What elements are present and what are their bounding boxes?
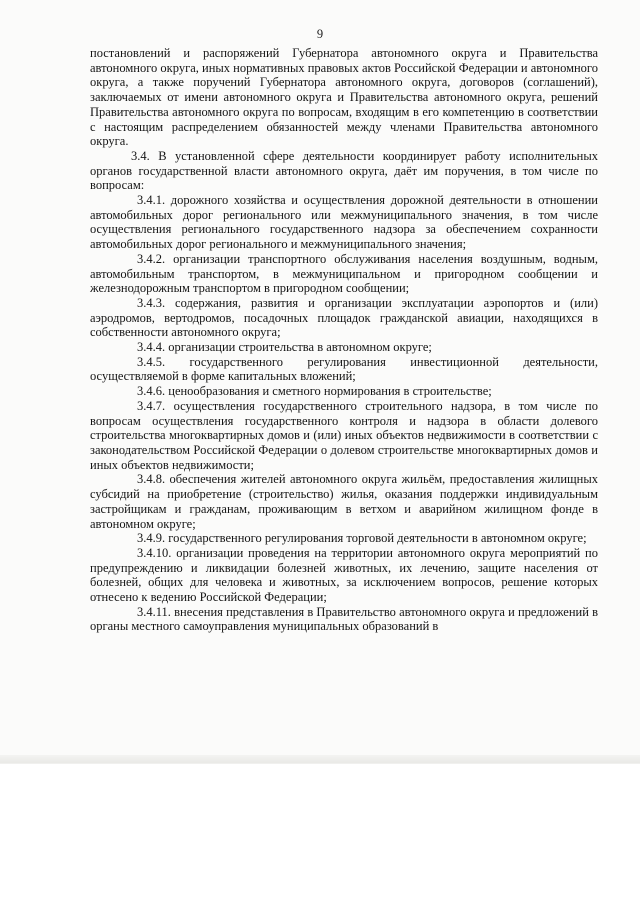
paragraph: постановлений и распоряжений Губернатора автономного округа и Правительства автономного округа, иных нормативных правовых актов Российской Федерации и автономного округа, а также поручений Губернатора автономного округа, договоров (соглашений), заключаемых от имени автономного округа и Правительства автономного округа, решений Правительства автономного округа по вопросам, входящим в его компетенцию в соответствии с настоящим распределением обязанностей между членами Правительства автономного округа. <box>90 46 598 149</box>
paragraph: 3.4.1. дорожного хозяйства и осуществления дорожной деятельности в отношении автомобильных дорог регионального или межмуниципального значения, в том числе осуществления регионального государственного надзора за обеспечением сохранности автомобильных дорог регионального и межмуниципального значения; <box>90 193 598 252</box>
page-bottom-edge <box>0 755 640 763</box>
paragraph: 3.4. В установленной сфере деятельности координирует работу исполнительных органов государственной власти автономного округа, даёт им поручения, в том числе по вопросам: <box>90 148 598 193</box>
paragraph: 3.4.6. ценообразования и сметного нормирования в строительстве; <box>137 384 492 399</box>
paragraph: 3.4.10. организации проведения на территории автономного округа мероприятий по предупреждению и ликвидации болезней животных, их лечению, защите населения от болезней, общих для человека и животных, за исключением вопросов, решение которых отнесено к ведению Российской Федерации; <box>90 545 598 605</box>
paragraph: 3.4.3. содержания, развития и организации эксплуатации аэропортов и (или) аэродромов, вертодромов, посадочных площадок гражданской авиации, находящихся в собственности автономного округа; <box>90 295 598 340</box>
paragraph: 3.4.2. организации транспортного обслуживания населения воздушным, водным, автомобильным транспортом, в межмуниципальном и пригородном сообщении и железнодорожным транспортом в пригородном сообщении; <box>90 251 598 296</box>
page-number: 9 <box>316 27 324 41</box>
paragraph: 3.4.4. организации строительства в автономном округе; <box>137 340 432 355</box>
paragraph: 3.4.8. обеспечения жителей автономного округа жильём, предоставления жилищных субсидий на приобретение (строительство) жилья, оказания поддержки индивидуальным застройщикам и гражданам, проживающим в ветхом и аварийном жилищном фонде в автономном округе; <box>90 472 598 531</box>
paragraph: 3.4.5. государственного регулирования инвестиционной деятельности, осуществляемой в форме капитальных вложений; <box>90 354 598 384</box>
document-body <box>90 46 598 634</box>
paragraph: 3.4.11. внесения представления в Правительство автономного округа и предложений в органы местного самоуправления муниципальных образований в <box>90 604 598 634</box>
paragraph: 3.4.7. осуществления государственного строительного надзора, в том числе по вопросам осуществления государственного контроля и надзора в области долевого строительства многоквартирных домов и (или) иных объектов недвижимости в соответствии с законодательством Российской Федерации о долевом строительстве многоквартирных домов и иных объектов недвижимости; <box>90 398 598 472</box>
paragraph: 3.4.9. государственного регулирования торговой деятельности в автономном округе; <box>137 531 587 546</box>
